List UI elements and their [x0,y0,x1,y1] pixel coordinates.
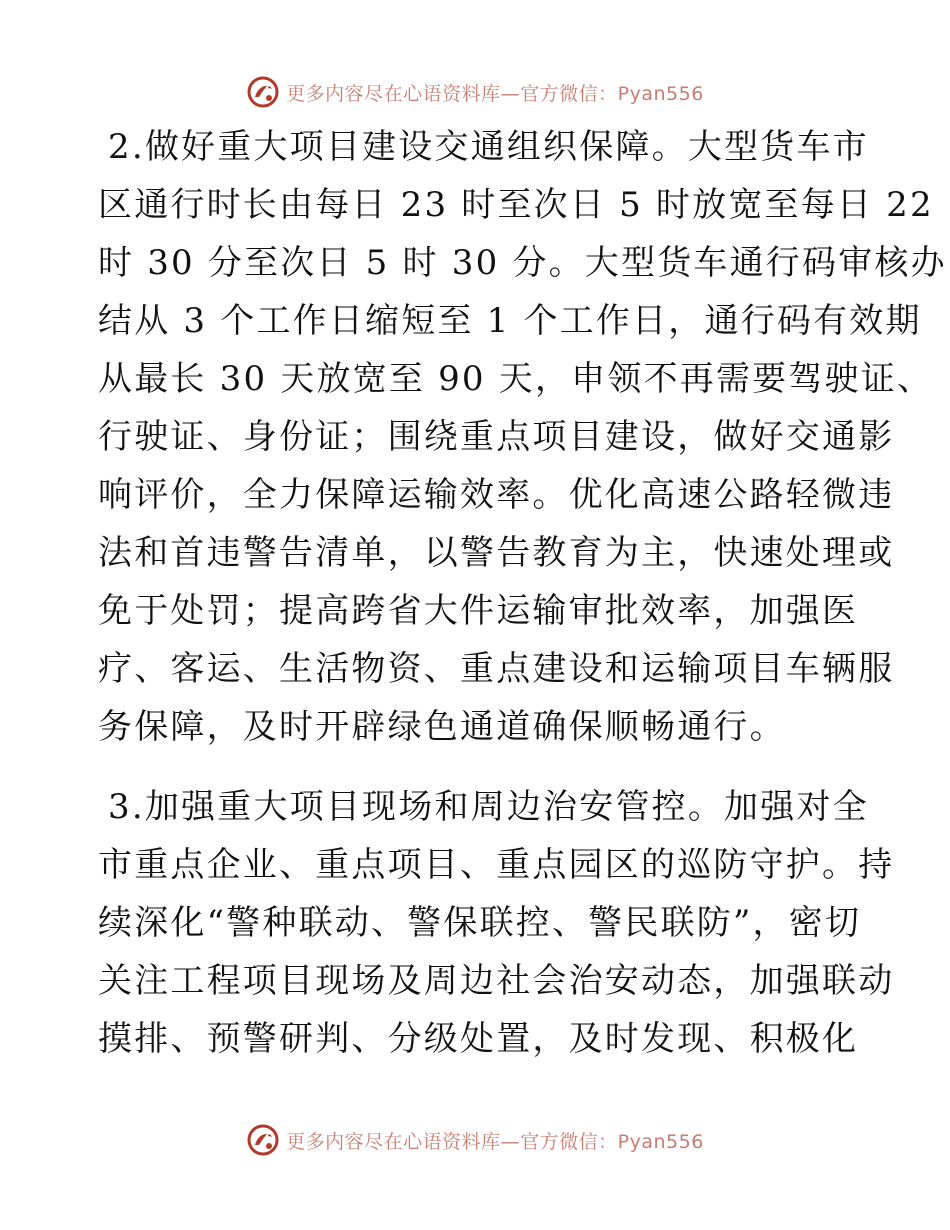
paragraph-3 [98,778,895,1068]
text-line: 响评价，全力保障运输效率。优化高速公路轻微违 [98,475,895,515]
red-swirl-logo-icon [246,1123,280,1157]
document-body [98,118,947,1068]
text-line: 行驶证、身份证；围绕重点项目建设，做好交通影 [98,417,895,457]
text-line: 区通行时长由每日 23 时至次日 5 时放宽至每日 22 [98,185,934,225]
watermark-text: 更多内容尽在心语资料库—官方微信：Pyan556 [286,82,704,105]
header-watermark [0,72,950,112]
text-line: 免于处罚；提高跨省大件运输审批效率，加强医 [98,591,859,631]
text-line: 时 30 分至次日 5 时 30 分。大型货车通行码审核办 [98,243,947,283]
text-line: 续深化“警种联动、警保联控、警民联防”，密切 [98,903,862,943]
text-line: 从最长 30 天放宽至 90 天，申领不再需要驾驶证、 [98,359,934,399]
text-line: 疗、客运、生活物资、重点建设和运输项目车辆服 [98,649,895,689]
text-line: 结从 3 个工作日缩短至 1 个工作日，通行码有效期 [98,301,922,341]
text-line: 务保障，及时开辟绿色通道确保顺畅通行。 [98,707,786,747]
footer-watermark [0,1120,950,1160]
watermark-text: 更多内容尽在心语资料库—官方微信：Pyan556 [286,1130,704,1153]
text-line: 关注工程项目现场及周边社会治安动态，加强联动 [98,961,895,1001]
paragraph-2 [98,118,947,756]
red-swirl-logo-icon [246,75,280,109]
text-line: 法和首违警告清单，以警告教育为主，快速处理或 [98,533,895,573]
text-line: 2.做好重大项目建设交通组织保障。大型货车市 [108,127,869,167]
text-line: 摸排、预警研判、分级处置，及时发现、积极化 [98,1019,859,1059]
text-line: 3.加强重大项目现场和周边治安管控。加强对全 [108,787,869,827]
text-line: 市重点企业、重点项目、重点园区的巡防守护。持 [98,845,895,885]
